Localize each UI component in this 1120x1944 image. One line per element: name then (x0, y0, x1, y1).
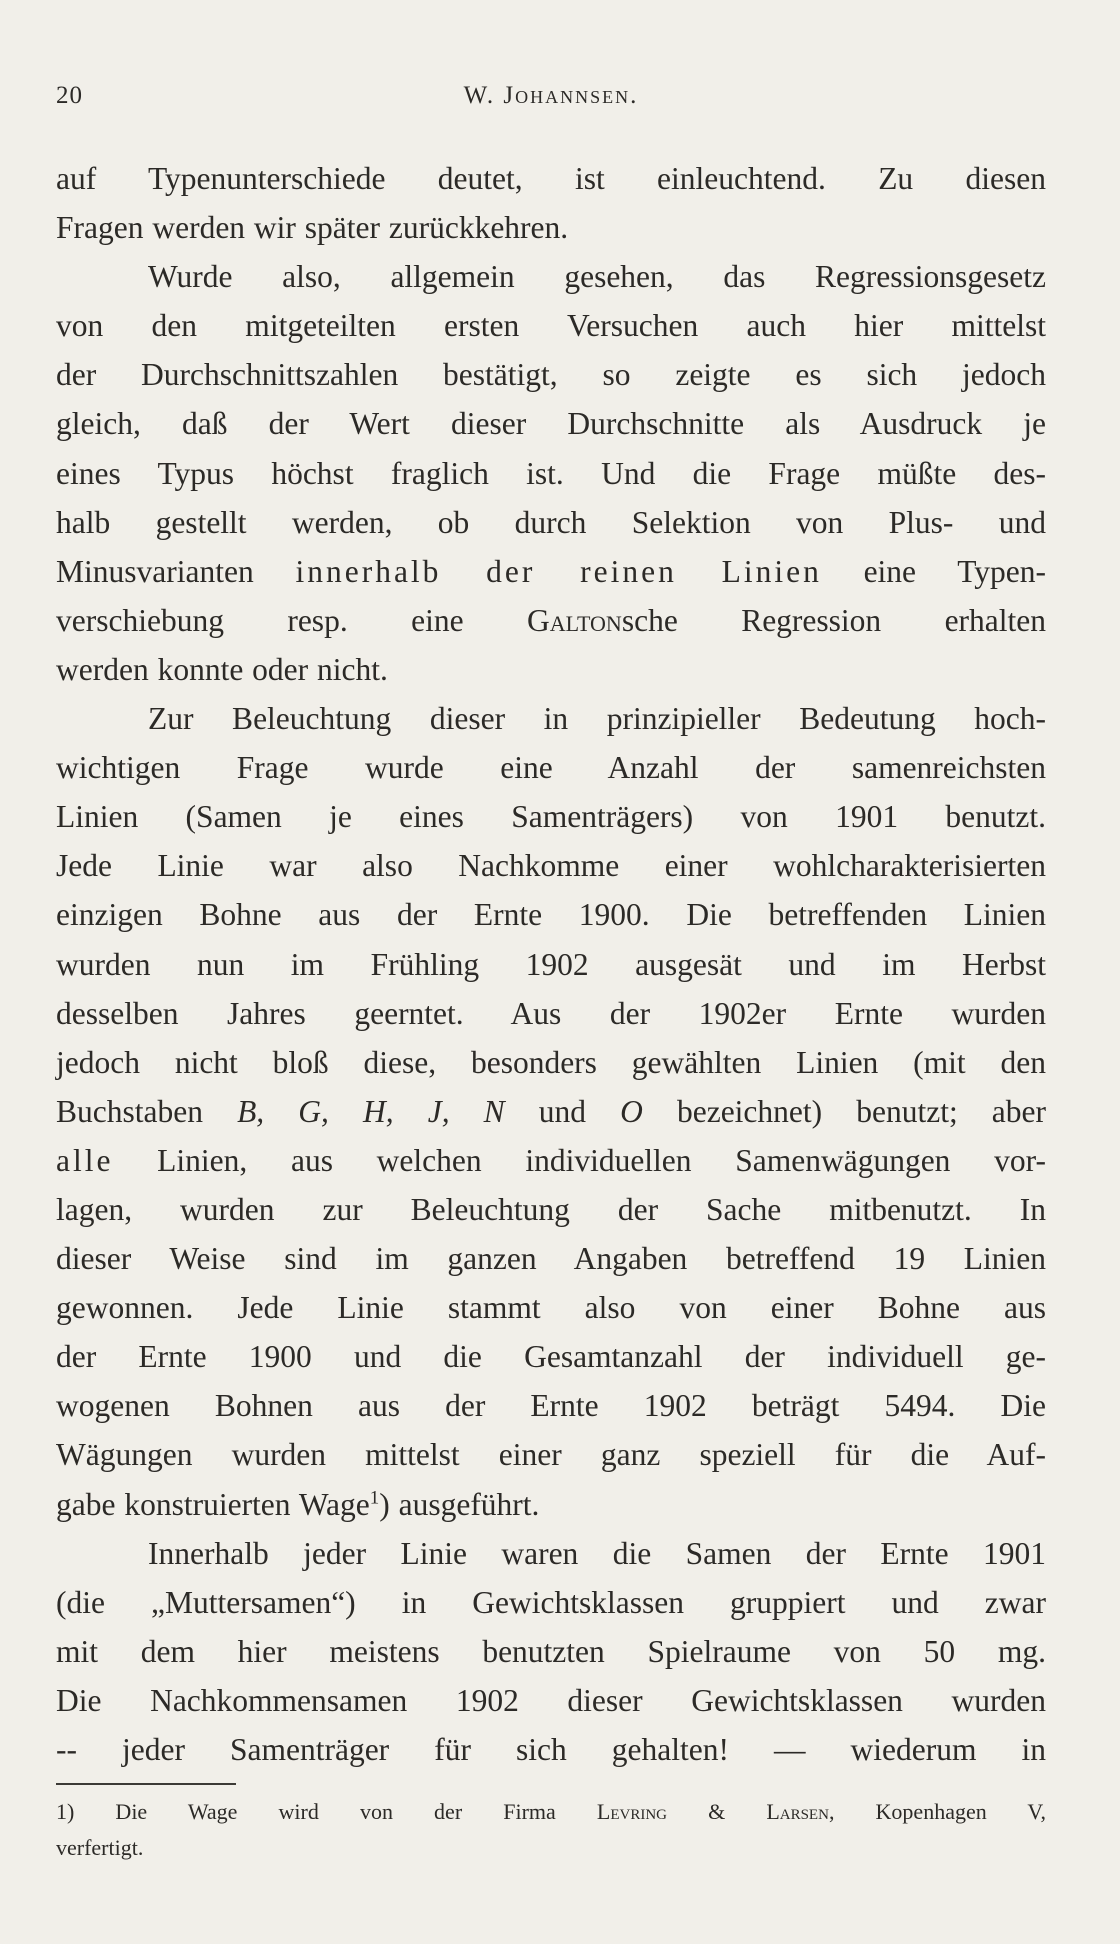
small-caps-name: Levring (596, 1799, 667, 1824)
text-fragment: gabe konstruierten Wage (56, 1486, 370, 1522)
text-line: gewonnen. Jede Linie stammt also von einer Bohne aus (56, 1290, 1046, 1326)
text-line: von den mitgeteilten ersten Versuchen auch hier mittelst (56, 308, 1046, 344)
footnote-line (56, 1794, 1046, 1830)
text-line: der Ernte 1900 und die Gesamtanzahl der individuell ge- (56, 1339, 1046, 1375)
text-fragment: und (504, 1093, 621, 1129)
text-line: der Durchschnittszahlen bestätigt, so zeigte es sich jedoch (56, 357, 1046, 393)
text-fragment: ) ausgeführt. (379, 1486, 540, 1522)
text-line: wichtigen Frage wurde eine Anzahl der samenreichsten (56, 750, 1046, 786)
small-caps-name: Galton (526, 602, 622, 638)
text-line: -- jeder Samenträger für sich gehalten! — wiederum in (56, 1732, 1046, 1767)
text-line: desselben Jahres geerntet. Aus der 1902er Ernte wurden (56, 995, 1046, 1031)
text-line: Innerhalb jeder Linie waren die Samen der Ernte 1901 (148, 1535, 1046, 1571)
text-line: dieser Weise sind im ganzen Angaben betreffend 19 Linien (56, 1241, 1046, 1277)
italic-letter: O (620, 1093, 643, 1129)
small-caps-name: Larsen (766, 1799, 829, 1824)
text-line: auf Typenunterschiede deutet, ist einleuchtend. Zu diesen (56, 161, 1046, 196)
text-fragment: bezeichnet) benutzt; aber (642, 1093, 1047, 1129)
text-line: Fragen werden wir später zurückkehren. (56, 210, 569, 246)
text-fragment: , Kopenhagen V, (828, 1799, 1046, 1824)
text-fragment: eine Typen- (821, 553, 1046, 589)
text-line (56, 1087, 1046, 1136)
text-line: eines Typus höchst fraglich ist. Und die Frage müßte des- (56, 455, 1046, 491)
text-fragment: Linien, aus welchen individuellen Samenwägungen vor- (113, 1142, 1046, 1178)
page-number: 20 (56, 82, 83, 109)
text-line: wogenen Bohnen aus der Ernte 1902 beträgt 5494. Die (56, 1388, 1046, 1424)
text-line: jedoch nicht bloß diese, besonders gewählten Linien (mit den (56, 1044, 1046, 1080)
text-fragment: & (667, 1799, 767, 1824)
text-fragment: 1) Die Wage wird von der Firma (56, 1799, 597, 1824)
text-line (56, 596, 1046, 645)
text-line: wurden nun im Frühling 1902 ausgesät und im Herbst (56, 946, 1046, 982)
text-line: einzigen Bohne aus der Ernte 1900. Die betreffenden Linien (56, 897, 1046, 933)
footnote-divider (56, 1783, 236, 1785)
text-line: Wurde also, allgemein gesehen, das Regressionsgesetz (148, 259, 1046, 295)
page-header (56, 82, 1046, 122)
text-fragment: Buchstaben (56, 1093, 238, 1129)
text-line: halb gestellt werden, ob durch Selektion von Plus- und (56, 504, 1046, 540)
text-line: Die Nachkommensamen 1902 dieser Gewichtsklassen wurden (56, 1682, 1046, 1718)
italic-letters: B, G, H, J, N (237, 1093, 505, 1129)
footnote-marker: 1 (369, 1487, 380, 1509)
text-line: Zur Beleuchtung dieser in prinzipieller Bedeutung hoch- (148, 701, 1046, 737)
text-line: werden konnte oder nicht. (56, 651, 388, 687)
text-line (56, 1480, 1046, 1529)
footnote-line: verfertigt. (56, 1835, 144, 1860)
emphasized-text: alle (56, 1142, 114, 1178)
text-fragment: sche Regression erhalten (621, 602, 1047, 638)
text-line (56, 547, 1046, 596)
text-line (56, 1136, 1046, 1185)
text-fragment: verschiebung resp. eine (56, 602, 527, 638)
body-text (56, 154, 1046, 1774)
footnote (56, 1794, 1046, 1866)
running-head: W. Johannsen. (463, 82, 639, 109)
text-line: Linien (Samen je eines Samenträgers) von 1901 benutzt. (56, 799, 1046, 835)
text-line: gleich, daß der Wert dieser Durchschnitte als Ausdruck je (56, 406, 1046, 442)
text-line: Jede Linie war also Nachkomme einer wohlcharakterisierten (56, 848, 1046, 884)
text-fragment: Minusvarianten (56, 553, 296, 589)
emphasized-text: innerhalb der reinen Linien (295, 553, 822, 589)
text-line: Wägungen wurden mittelst einer ganz speziell für die Auf- (56, 1437, 1046, 1473)
text-line: (die „Muttersamen“) in Gewichtsklassen gruppiert und zwar (56, 1584, 1046, 1620)
text-line: lagen, wurden zur Beleuchtung der Sache mitbenutzt. In (56, 1191, 1046, 1227)
text-line: mit dem hier meistens benutzten Spielraume von 50 mg. (56, 1633, 1046, 1669)
